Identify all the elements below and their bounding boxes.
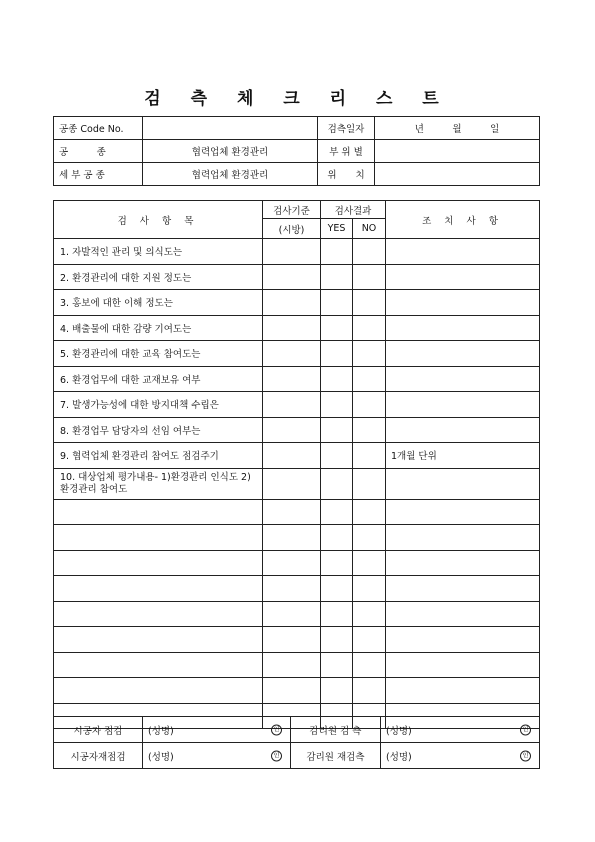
blank-cell[interactable] bbox=[321, 525, 353, 551]
no-cell[interactable] bbox=[353, 366, 386, 392]
check-item: 7. 발생가능성에 대한 방지대책 수립은 bbox=[54, 392, 263, 418]
no-cell[interactable] bbox=[353, 264, 386, 290]
blank-cell[interactable] bbox=[54, 499, 263, 525]
blank-cell[interactable] bbox=[386, 627, 540, 653]
work-type-value[interactable]: 협력업체 환경관리 bbox=[143, 140, 318, 163]
standard-cell[interactable] bbox=[263, 366, 321, 392]
supervisor-check-label: 감리원 검 측 bbox=[291, 717, 381, 743]
blank-cell[interactable] bbox=[321, 627, 353, 653]
blank-cell[interactable] bbox=[54, 550, 263, 576]
yes-cell[interactable] bbox=[321, 443, 353, 469]
blank-cell[interactable] bbox=[386, 601, 540, 627]
table-row bbox=[54, 417, 540, 443]
part-field[interactable] bbox=[375, 140, 540, 163]
check-item: 3. 홍보에 대한 이해 정도는 bbox=[54, 290, 263, 316]
action-cell[interactable] bbox=[386, 417, 540, 443]
col-standard-sub: (시방) bbox=[263, 219, 321, 239]
col-action-header: 조 치 사 항 bbox=[386, 201, 540, 239]
standard-cell[interactable] bbox=[263, 290, 321, 316]
action-cell[interactable] bbox=[386, 239, 540, 265]
check-item: 8. 환경업무 담당자의 선임 여부는 bbox=[54, 417, 263, 443]
seal-icon: 인 bbox=[520, 724, 531, 735]
blank-cell[interactable] bbox=[263, 627, 321, 653]
check-item: 5. 환경관리에 대한 교육 참여도는 bbox=[54, 341, 263, 367]
yes-cell[interactable] bbox=[321, 341, 353, 367]
blank-cell[interactable] bbox=[263, 601, 321, 627]
blank-cell[interactable] bbox=[54, 601, 263, 627]
blank-cell[interactable] bbox=[263, 550, 321, 576]
action-cell[interactable] bbox=[386, 264, 540, 290]
col-item-header: 검 사 항 목 bbox=[54, 201, 263, 239]
standard-cell[interactable] bbox=[263, 315, 321, 341]
table-row bbox=[54, 239, 540, 265]
blank-cell[interactable] bbox=[321, 576, 353, 602]
inspection-date-label: 검측일자 bbox=[318, 117, 375, 140]
blank-row bbox=[54, 601, 540, 627]
seal-icon: 인 bbox=[520, 750, 531, 761]
blank-cell[interactable] bbox=[353, 652, 386, 678]
blank-cell[interactable] bbox=[353, 550, 386, 576]
blank-cell[interactable] bbox=[386, 576, 540, 602]
name-placeholder: (성명) bbox=[386, 725, 412, 737]
blank-cell[interactable] bbox=[386, 550, 540, 576]
detail-work-label: 세 부 공 종 bbox=[54, 163, 143, 186]
yes-cell[interactable] bbox=[321, 392, 353, 418]
blank-cell[interactable] bbox=[386, 499, 540, 525]
yes-cell[interactable] bbox=[321, 290, 353, 316]
yes-cell[interactable] bbox=[321, 468, 353, 499]
yes-cell[interactable] bbox=[321, 239, 353, 265]
check-item: 10. 대상업체 평가내용- 1)환경관리 인식도 2)환경관리 참여도 bbox=[54, 468, 263, 499]
work-type-label: 공 종 bbox=[54, 140, 143, 163]
blank-cell[interactable] bbox=[353, 627, 386, 653]
inspection-date-field[interactable]: 년 월 일 bbox=[375, 117, 540, 140]
action-cell[interactable] bbox=[386, 366, 540, 392]
supervisor-check-signature[interactable] bbox=[381, 717, 540, 743]
no-cell[interactable] bbox=[353, 443, 386, 469]
blank-cell[interactable] bbox=[386, 525, 540, 551]
work-code-field[interactable] bbox=[143, 117, 318, 140]
blank-row bbox=[54, 678, 540, 704]
blank-cell[interactable] bbox=[54, 652, 263, 678]
blank-cell[interactable] bbox=[353, 601, 386, 627]
page-title: 검 측 체 크 리 스 트 bbox=[144, 89, 451, 109]
check-item: 9. 협력업체 환경관리 참여도 점검주기 bbox=[54, 443, 263, 469]
action-cell[interactable] bbox=[386, 468, 540, 499]
table-row bbox=[54, 468, 540, 499]
detail-work-value[interactable]: 협력업체 환경관리 bbox=[143, 163, 318, 186]
no-cell[interactable] bbox=[353, 239, 386, 265]
blank-row bbox=[54, 652, 540, 678]
standard-cell[interactable] bbox=[263, 341, 321, 367]
no-cell[interactable] bbox=[353, 315, 386, 341]
blank-cell[interactable] bbox=[353, 576, 386, 602]
blank-cell[interactable] bbox=[263, 576, 321, 602]
name-placeholder: (성명) bbox=[148, 751, 174, 763]
blank-row bbox=[54, 576, 540, 602]
blank-cell[interactable] bbox=[54, 525, 263, 551]
table-row bbox=[54, 341, 540, 367]
table-row bbox=[54, 366, 540, 392]
part-label: 부 위 별 bbox=[318, 140, 375, 163]
blank-cell[interactable] bbox=[353, 678, 386, 704]
blank-cell[interactable] bbox=[321, 652, 353, 678]
blank-cell[interactable] bbox=[54, 678, 263, 704]
blank-cell[interactable] bbox=[321, 499, 353, 525]
no-cell[interactable] bbox=[353, 392, 386, 418]
blank-cell[interactable] bbox=[353, 499, 386, 525]
col-yes-header: YES bbox=[321, 219, 353, 239]
seal-icon: 인 bbox=[271, 750, 282, 761]
blank-cell[interactable] bbox=[321, 550, 353, 576]
no-cell[interactable] bbox=[353, 468, 386, 499]
blank-row bbox=[54, 525, 540, 551]
action-cell[interactable] bbox=[386, 341, 540, 367]
blank-cell[interactable] bbox=[54, 576, 263, 602]
col-result-header: 검사결과 bbox=[321, 201, 386, 219]
blank-cell[interactable] bbox=[263, 652, 321, 678]
seal-icon: 인 bbox=[271, 724, 282, 735]
signature-table bbox=[53, 716, 540, 769]
table-row bbox=[54, 264, 540, 290]
checklist-table bbox=[53, 200, 540, 729]
blank-row bbox=[54, 550, 540, 576]
action-cell[interactable] bbox=[386, 290, 540, 316]
supervisor-recheck-label: 감리원 재검측 bbox=[291, 743, 381, 769]
work-code-label: 공종 Code No. bbox=[54, 117, 143, 140]
yes-cell[interactable] bbox=[321, 417, 353, 443]
yes-cell[interactable] bbox=[321, 315, 353, 341]
col-no-header: NO bbox=[353, 219, 386, 239]
standard-cell[interactable] bbox=[263, 443, 321, 469]
contractor-recheck-signature[interactable] bbox=[143, 743, 291, 769]
blank-cell[interactable] bbox=[54, 627, 263, 653]
action-cell[interactable]: 1개월 단위 bbox=[386, 443, 540, 469]
no-cell[interactable] bbox=[353, 290, 386, 316]
action-cell[interactable] bbox=[386, 315, 540, 341]
blank-row bbox=[54, 627, 540, 653]
check-item: 6. 환경업무에 대한 교재보유 여부 bbox=[54, 366, 263, 392]
blank-cell[interactable] bbox=[386, 652, 540, 678]
check-item: 4. 배출물에 대한 감량 기여도는 bbox=[54, 315, 263, 341]
blank-cell[interactable] bbox=[263, 525, 321, 551]
blank-cell[interactable] bbox=[386, 678, 540, 704]
supervisor-recheck-signature[interactable] bbox=[381, 743, 540, 769]
no-cell[interactable] bbox=[353, 341, 386, 367]
blank-cell[interactable] bbox=[263, 678, 321, 704]
name-placeholder: (성명) bbox=[386, 751, 412, 763]
check-item: 2. 환경관리에 대한 지원 정도는 bbox=[54, 264, 263, 290]
location-field[interactable] bbox=[375, 163, 540, 186]
location-label: 위 치 bbox=[318, 163, 375, 186]
yes-cell[interactable] bbox=[321, 264, 353, 290]
header-table bbox=[53, 116, 540, 186]
standard-cell[interactable] bbox=[263, 417, 321, 443]
standard-cell[interactable] bbox=[263, 468, 321, 499]
blank-cell[interactable] bbox=[321, 601, 353, 627]
contractor-check-label: 시공자 점검 bbox=[54, 717, 143, 743]
table-row bbox=[54, 315, 540, 341]
table-row bbox=[54, 290, 540, 316]
action-cell[interactable] bbox=[386, 392, 540, 418]
table-row bbox=[54, 392, 540, 418]
contractor-check-signature[interactable] bbox=[143, 717, 291, 743]
no-cell[interactable] bbox=[353, 417, 386, 443]
blank-cell[interactable] bbox=[353, 525, 386, 551]
check-item: 1. 자발적인 관리 및 의식도는 bbox=[54, 239, 263, 265]
yes-cell[interactable] bbox=[321, 366, 353, 392]
blank-cell[interactable] bbox=[263, 499, 321, 525]
standard-cell[interactable] bbox=[263, 392, 321, 418]
contractor-recheck-label: 시공자재점검 bbox=[54, 743, 143, 769]
col-standard-header: 검사기준 bbox=[263, 201, 321, 219]
blank-cell[interactable] bbox=[321, 678, 353, 704]
standard-cell[interactable] bbox=[263, 264, 321, 290]
blank-row bbox=[54, 499, 540, 525]
standard-cell[interactable] bbox=[263, 239, 321, 265]
table-row bbox=[54, 443, 540, 469]
name-placeholder: (성명) bbox=[148, 725, 174, 737]
